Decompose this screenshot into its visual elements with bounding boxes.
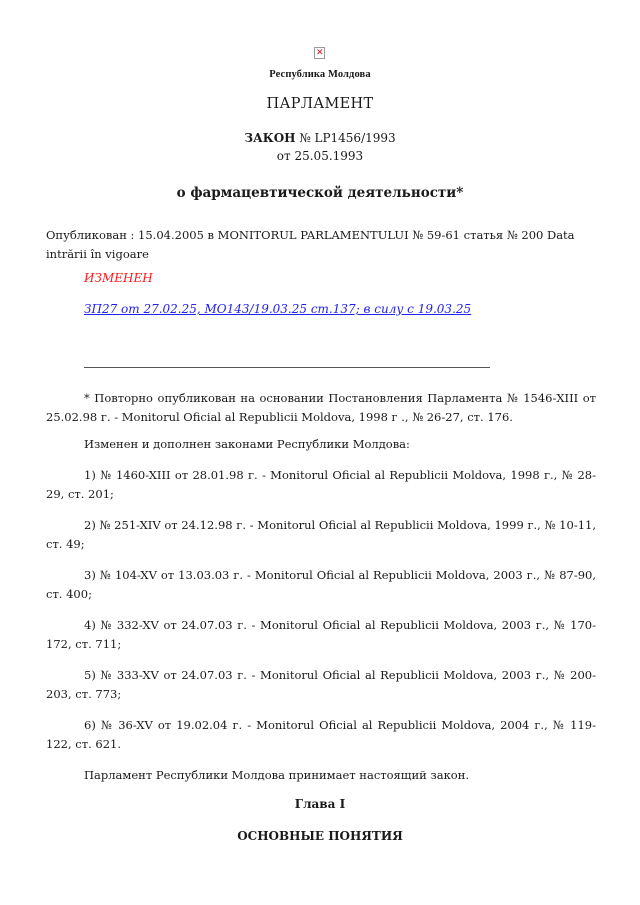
amendment-item: 6) № 36-XV от 19.02.04 г. - Monitorul Oficial al Republicii Moldova, 2004 г., № 119-122, ст. 621.	[46, 718, 596, 751]
amendment-item: 2) № 251-XIV от 24.12.98 г. - Monitorul Oficial al Republicii Moldova, 1999 г., № 10-11, ст. 49;	[46, 518, 596, 551]
law-date: от 25.05.1993	[276, 149, 364, 163]
publication-info: Опубликован : 15.04.2005 в MONITORUL PARLAMENTULUI № 59-61 статья № 200 Data intrării în vigoare	[46, 228, 575, 261]
document-title: о фармацевтической деятельности*	[176, 185, 464, 201]
republication-note: * Повторно опубликован на основании Постановления Парламента № 1546-XIII от 25.02.98 г. - Monitorul Oficial al Republicii Moldova, 1998 г ., № 26-27, ст. 176.	[46, 391, 596, 424]
law-label: ЗАКОН	[244, 131, 296, 145]
country-name: Республика Молдова	[269, 69, 371, 80]
chapter-title: ОСНОВНЫЕ ПОНЯТИЯ	[237, 829, 403, 843]
amendments-intro: Изменен и дополнен законами Республики Молдова:	[84, 437, 410, 451]
status-badge: ИЗМЕНЕН	[84, 271, 153, 285]
law-number: № LP1456/1993	[299, 131, 396, 145]
amendment-item: 4) № 332-XV от 24.07.03 г. - Monitorul Oficial al Republicii Moldova, 2003 г., № 170-172, ст. 711;	[46, 618, 596, 651]
divider	[84, 367, 490, 368]
image-error-glyph: ✕	[316, 48, 324, 58]
amendment-link[interactable]: ЗП27 от 27.02.25, MO143/19.03.25 ст.137; в силу с 19.03.25	[84, 302, 472, 316]
broken-image-icon	[314, 47, 325, 59]
amendment-item: 1) № 1460-XIII от 28.01.98 г. - Monitorul Oficial al Republicii Moldova, 1998 г., № 28-29, ст. 201;	[46, 468, 596, 501]
amendment-item: 5) № 333-XV от 24.07.03 г. - Monitorul Oficial al Republicii Moldova, 2003 г., № 200-203, ст. 773;	[46, 668, 596, 701]
amendment-item: 3) № 104-XV от 13.03.03 г. - Monitorul Oficial al Republicii Moldova, 2003 г., № 87-90, ст. 400;	[46, 568, 596, 601]
issuing-body: ПАРЛАМЕНТ	[266, 96, 374, 112]
chapter-number: Глава I	[294, 797, 346, 811]
preamble: Парламент Республики Молдова принимает настоящий закон.	[84, 768, 470, 782]
law-identifier	[0, 131, 640, 145]
